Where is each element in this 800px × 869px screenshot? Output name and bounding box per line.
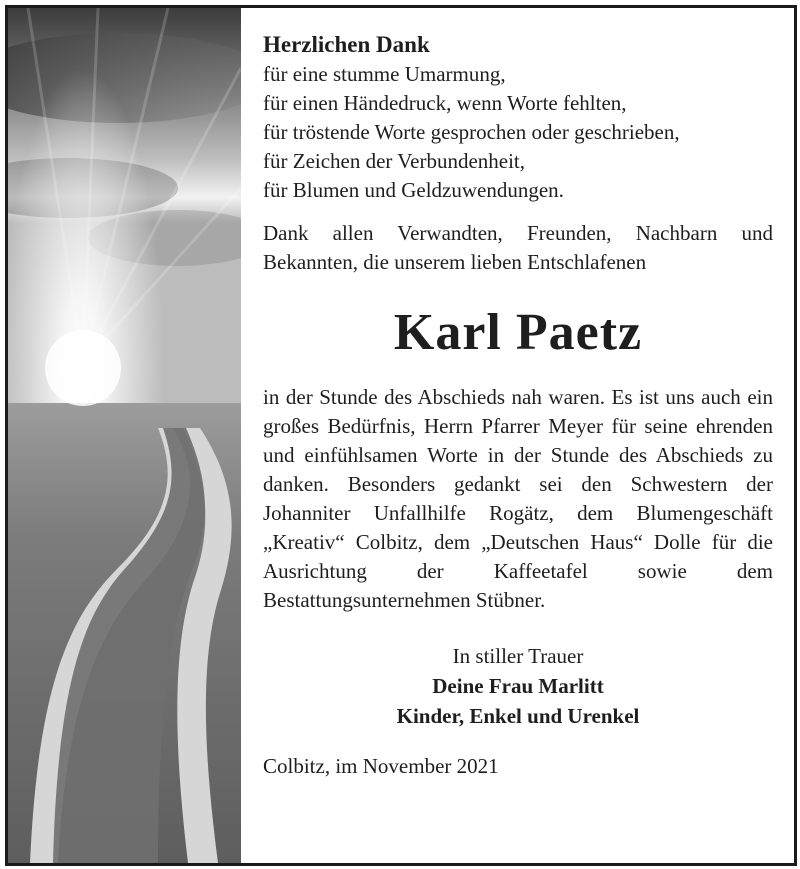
place-date: Colbitz, im November 2021	[263, 754, 499, 778]
thanks-paragraph: Dank allen Verwandten, Freunden, Nachbarn und Bekannten, die unserem lieben Entschlafenen	[263, 221, 773, 274]
deceased-name: Karl Paetz	[393, 304, 643, 361]
intro-line: für eine stumme Umarmung,	[263, 62, 506, 86]
notice-text	[263, 30, 773, 781]
signature-block	[263, 641, 773, 731]
intro-line: für Zeichen der Verbundenheit,	[263, 149, 526, 173]
intro-line: für tröstende Worte gesprochen oder geschrieben,	[263, 120, 680, 144]
field-path-photo	[8, 8, 241, 863]
family-line-children: Kinder, Enkel und Urenkel	[396, 704, 640, 728]
intro-lines	[263, 60, 773, 205]
notice-heading: Herzlichen Dank	[263, 32, 430, 57]
obituary-notice	[5, 5, 797, 866]
intro-line: für einen Händedruck, wenn Worte fehlten,	[263, 91, 627, 115]
family-line-spouse: Deine Frau Marlitt	[432, 674, 604, 698]
mourning-line: In stiller Trauer	[452, 644, 584, 668]
body-paragraph: in der Stunde des Abschieds nah waren. Es ist uns auch ein großes Bedürfnis, Herrn Pfarrer Meyer für seine ehrenden und einfühlsamen Worte in der Stunde des Abschieds zu danken. Besonders gedankt sei den Schwestern der Johanniter Unfallhilfe Rogätz, dem Blumengeschäft „Kreativ“ Colbitz, dem „Deutschen Haus“ Dolle für die Ausrichtung der Kaffeetafel sowie dem Bestattungsunternehmen Stübner.	[263, 385, 773, 612]
intro-line: für Blumen und Geldzuwendungen.	[263, 178, 564, 202]
field-path-with-sun-icon	[8, 8, 241, 863]
